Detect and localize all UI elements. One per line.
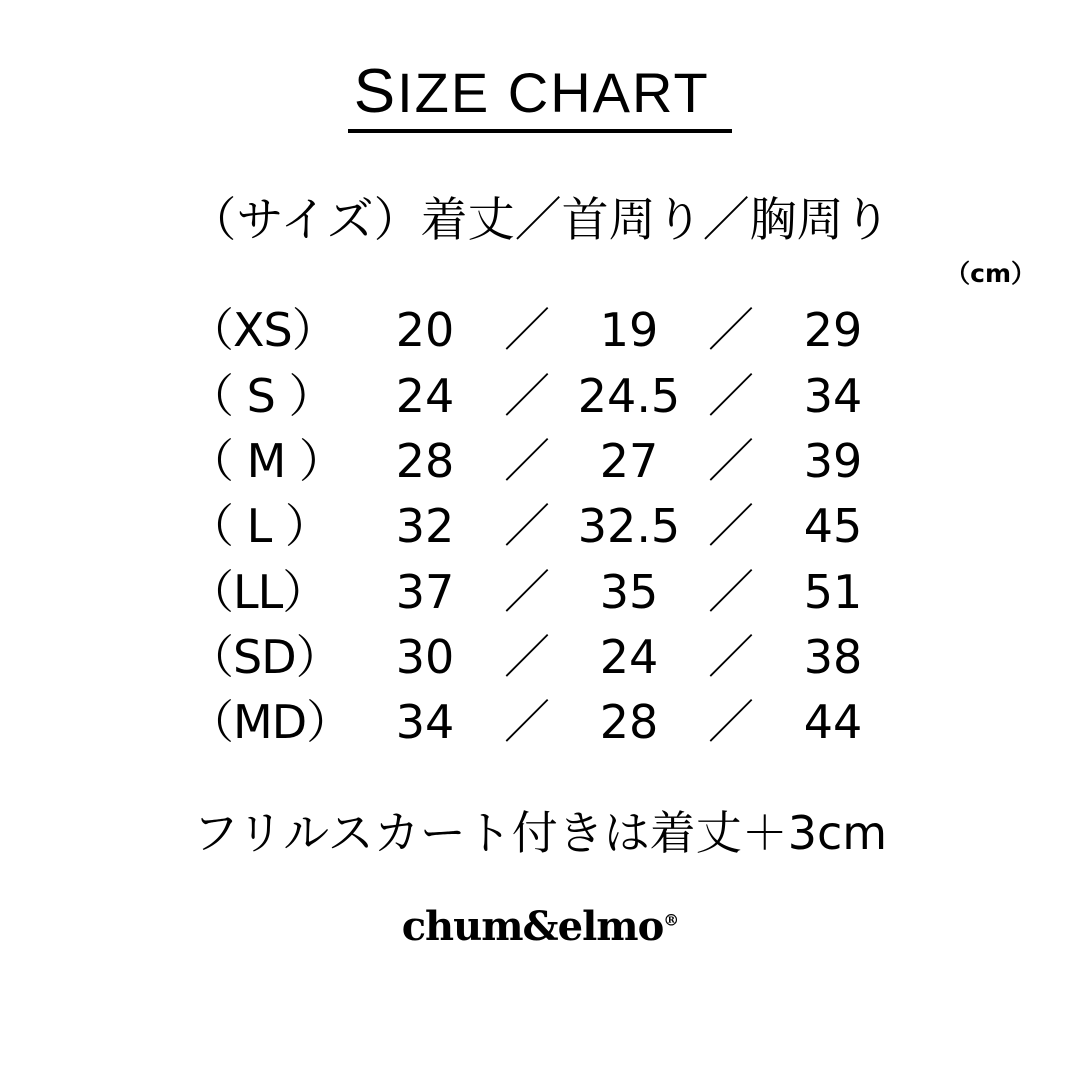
cell-separator: ／ (504, 564, 550, 619)
cell-separator: ／ (708, 629, 754, 684)
cell-neck: 19 (599, 303, 659, 358)
cell-neck: 27 (599, 433, 659, 488)
cell-separator: ／ (504, 629, 550, 684)
cell-separator: ／ (504, 433, 550, 488)
cell-chest: 34 (803, 368, 863, 423)
table-row (188, 690, 892, 755)
cell-length: 37 (395, 564, 455, 619)
cell-size: （XS） (188, 303, 337, 358)
cell-separator: ／ (504, 499, 550, 554)
cell-length: 34 (395, 695, 455, 750)
cell-separator: ／ (708, 368, 754, 423)
cell-chest: 29 (803, 303, 863, 358)
cell-chest: 38 (803, 629, 863, 684)
unit-row (0, 254, 1080, 290)
cell-neck: 28 (599, 695, 659, 750)
page-title-initial: S (353, 57, 398, 126)
cell-size: （ S ） (188, 368, 334, 423)
column-header-label: （サイズ）着丈／首周り／胸周り (189, 193, 891, 249)
table-row (188, 625, 892, 690)
cell-size: （LL） (188, 564, 328, 619)
page-title-rest: IZE CHART (397, 61, 727, 124)
size-table (188, 298, 892, 755)
cell-separator: ／ (708, 499, 754, 554)
table-row (188, 494, 892, 559)
cell-separator: ／ (504, 368, 550, 423)
cell-neck: 32.5 (577, 499, 681, 554)
cell-length: 32 (395, 499, 455, 554)
cell-separator: ／ (708, 564, 754, 619)
brand-logo (402, 903, 679, 950)
cell-separator: ／ (708, 695, 754, 750)
page-title (348, 56, 732, 133)
registered-trademark-icon: ® (663, 911, 679, 931)
cell-size: （MD） (188, 695, 352, 750)
cell-separator: ／ (504, 695, 550, 750)
cell-separator: ／ (708, 433, 754, 488)
table-row (188, 560, 892, 625)
cell-separator: ／ (504, 303, 550, 358)
table-row (188, 429, 892, 494)
brand-name: chum&elmo (401, 903, 664, 951)
table-row (188, 364, 892, 429)
table-row (188, 298, 892, 363)
cell-chest: 44 (803, 695, 863, 750)
cell-neck: 24 (599, 629, 659, 684)
cell-chest: 39 (803, 433, 863, 488)
footnote: フリルスカート付きは着丈＋3cm (192, 806, 888, 861)
cell-separator: ／ (708, 303, 754, 358)
cell-chest: 45 (803, 499, 863, 554)
cell-size: （SD） (188, 629, 341, 684)
cell-neck: 35 (599, 564, 659, 619)
cell-length: 30 (395, 629, 455, 684)
cell-size: （ L ） (188, 499, 330, 554)
cell-length: 28 (395, 433, 455, 488)
cell-neck: 24.5 (577, 368, 681, 423)
unit-label: （cm） (945, 259, 1036, 289)
cell-length: 24 (395, 368, 455, 423)
cell-size: （ M ） (188, 433, 344, 488)
cell-chest: 51 (803, 564, 863, 619)
cell-length: 20 (395, 303, 455, 358)
